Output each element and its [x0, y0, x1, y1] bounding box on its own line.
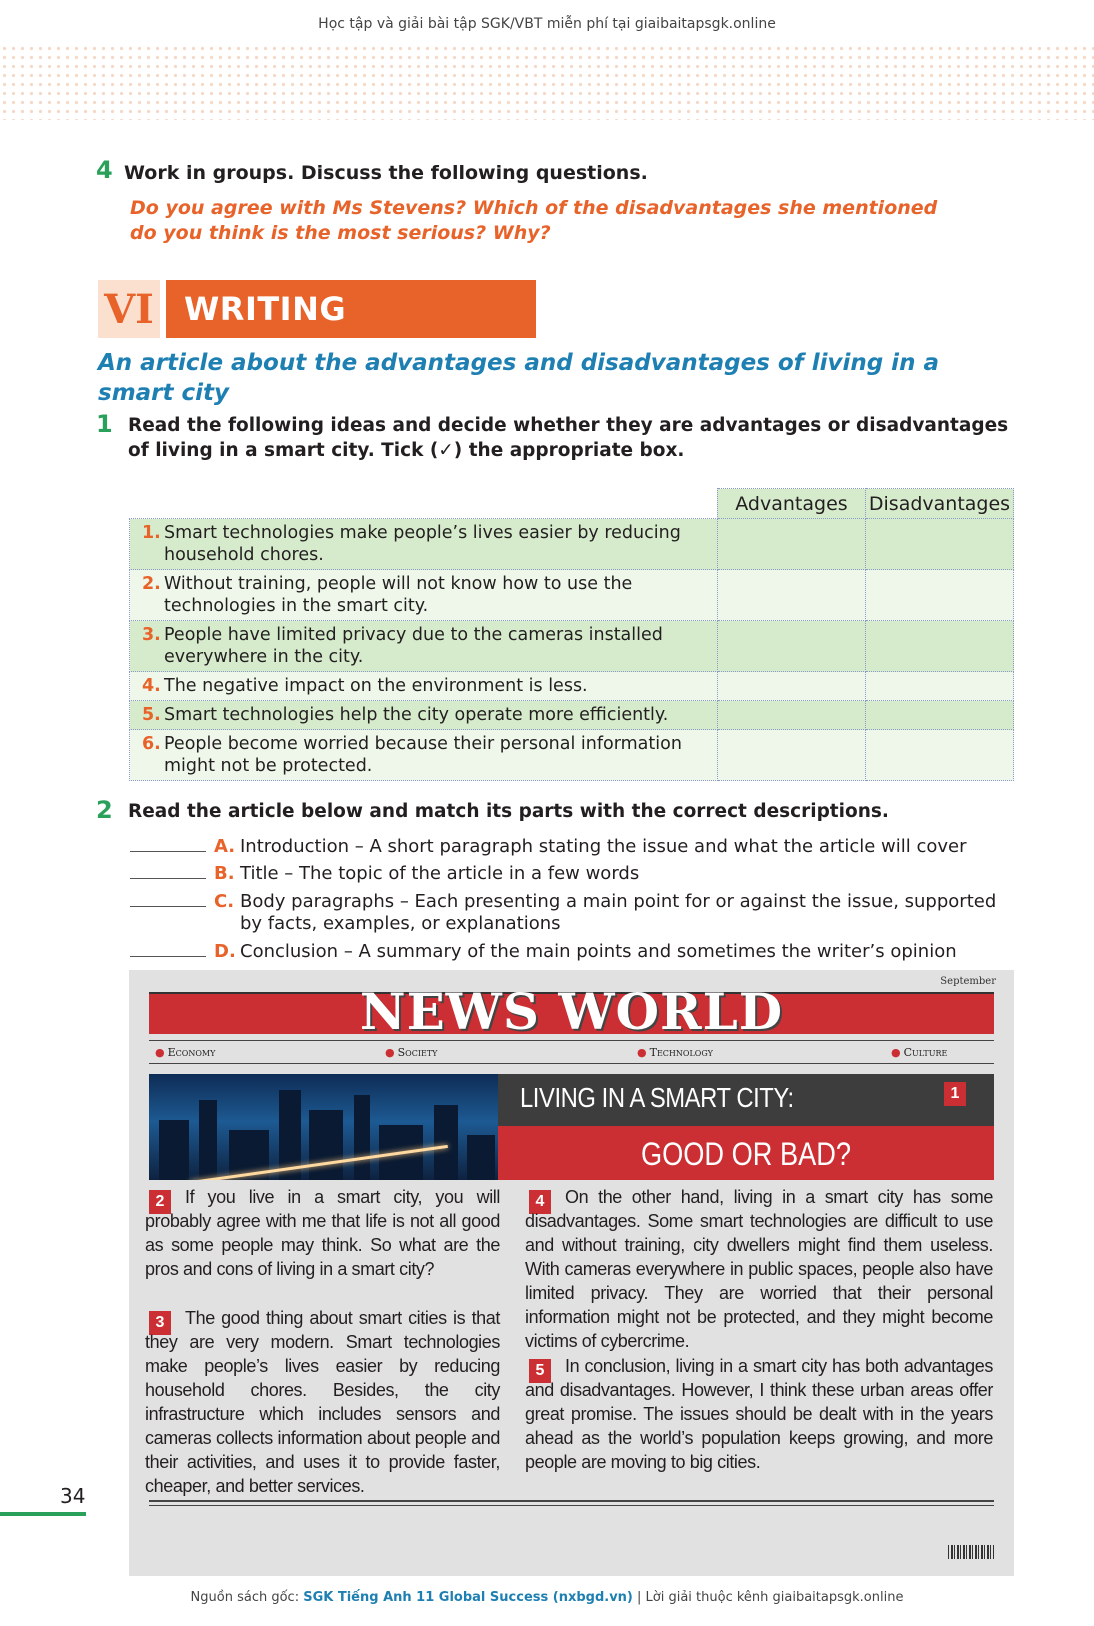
disadvantage-tick-box[interactable]: [865, 701, 1013, 730]
exercise-2-number: 2: [96, 796, 113, 824]
writing-subtitle: An article about the advantages and disadvantages of living in a smart city: [98, 350, 939, 406]
disadvantage-tick-box[interactable]: [865, 519, 1013, 570]
masthead-title: NEWS WORLD: [359, 982, 784, 1041]
paragraph-5-text: In conclusion, living in a smart city has both advantages and disadvantages. However, I think these urban areas offer great promise. The issues should be dealt with in the years ahead as the world’s population keeps growing, and more people are moving to big cities.: [525, 1356, 993, 1472]
footer-prefix: Nguồn sách gốc:: [190, 1590, 304, 1605]
exercise-1-number: 1: [96, 410, 113, 438]
table-row: [130, 701, 1014, 730]
footer-rule: [149, 1500, 994, 1502]
disadvantage-tick-box[interactable]: [865, 621, 1013, 672]
part-number-1: 1: [944, 1082, 966, 1106]
newspaper-month: September: [940, 976, 996, 987]
idea-text: People become worried because their personal information might not be protected.: [164, 734, 682, 776]
masthead: [149, 982, 994, 1041]
ideas-table: [129, 488, 1014, 781]
answer-blank[interactable]: [130, 863, 206, 879]
paragraph-4-text: On the other hand, living in a smart city has some disadvantages. Some smart technologies are difficult to use and without training, city dwellers might find them useless. With cameras everywhere in public spaces, people also have limited privacy. They are worried that their personal information might not be protected, and they might become victims of cybercrime.: [525, 1187, 993, 1351]
exercise-4-question-line2: do you think is the most serious? Why?: [130, 222, 551, 244]
match-item-c: [130, 891, 1010, 935]
answer-blank[interactable]: [130, 891, 206, 907]
category-economy: ● Economy: [155, 1046, 215, 1059]
footer-source-link[interactable]: SGK Tiếng Anh 11 Global Success (nxbgd.vn): [303, 1590, 633, 1605]
column-disadvantages: Disadvantages: [865, 489, 1013, 519]
disadvantage-tick-box[interactable]: [865, 570, 1013, 621]
match-item-d: [130, 941, 1010, 963]
dotted-header-band: [0, 44, 1094, 120]
paragraph-5: [525, 1354, 993, 1474]
match-letter: A.: [214, 836, 236, 857]
barcode-icon: [948, 1545, 994, 1559]
exercise-4-number: 4: [96, 156, 113, 184]
table-row: [130, 730, 1014, 781]
advantage-tick-box[interactable]: [717, 621, 865, 672]
category-culture: ● Culture: [891, 1046, 947, 1059]
match-text: Body paragraphs – Each presenting a main point for or against the issue, supported by facts, examples, or explanations: [240, 891, 997, 934]
top-credit: Học tập và giải bài tập SGK/VBT miễn phí tại giaibaitapsgk.online: [318, 16, 776, 32]
exercise-4-question-line1: Do you agree with Ms Stevens? Which of the disadvantages she mentioned: [130, 197, 938, 219]
idea-number: 5.: [142, 705, 161, 725]
match-letter: D.: [214, 941, 236, 962]
exercise-2-title: Read the article below and match its parts with the correct descriptions.: [128, 801, 889, 822]
headline-line1: LIVING IN A SMART CITY:: [520, 1082, 794, 1113]
section-title: WRITING: [166, 280, 536, 338]
table-row: [130, 570, 1014, 621]
section-numeral: VI: [98, 280, 160, 338]
match-text: Conclusion – A summary of the main points and sometimes the writer’s opinion: [240, 941, 957, 962]
answer-blank[interactable]: [130, 836, 206, 852]
match-item-b: [130, 863, 1010, 885]
part-number-2: 2: [149, 1190, 171, 1214]
idea-number: 3.: [142, 625, 161, 645]
idea-text: Smart technologies help the city operate more efficiently.: [164, 705, 669, 725]
category-society: ● Society: [385, 1046, 437, 1059]
idea-number: 2.: [142, 574, 161, 594]
column-advantages: Advantages: [717, 489, 865, 519]
table-row: [130, 672, 1014, 701]
exercise-4-title: Work in groups. Discuss the following questions.: [124, 162, 648, 184]
advantage-tick-box[interactable]: [717, 519, 865, 570]
part-number-4: 4: [529, 1190, 551, 1214]
page-number-underline: [0, 1512, 86, 1516]
idea-number: 1.: [142, 523, 161, 543]
paragraph-4: [525, 1185, 993, 1353]
headline-bottom: [498, 1126, 994, 1180]
idea-text: People have limited privacy due to the cameras installed everywhere in the city.: [164, 625, 663, 667]
paragraph-3-text: The good thing about smart cities is that they are very modern. Smart technologies make people’s lives easier by reducing household chores. Besides, the city infrastructure which includes sensors and cameras collects information about people and their activities, and uses it to provide faster, cheaper, and better services.: [145, 1308, 500, 1496]
paragraph-3: [145, 1306, 500, 1498]
answer-blank[interactable]: [130, 941, 206, 957]
advantage-tick-box[interactable]: [717, 570, 865, 621]
advantage-tick-box[interactable]: [717, 672, 865, 701]
idea-text: Smart technologies make people’s lives easier by reducing household chores.: [164, 523, 681, 565]
idea-text: The negative impact on the environment is less.: [164, 676, 588, 696]
match-text: Introduction – A short paragraph stating the issue and what the article will cover: [240, 836, 967, 857]
table-row: [130, 519, 1014, 570]
match-letter: C.: [214, 891, 235, 912]
match-item-a: [130, 836, 1010, 858]
match-letter: B.: [214, 863, 235, 884]
exercise-1-title-line2: of living in a smart city. Tick (✓) the appropriate box.: [128, 440, 685, 461]
idea-number: 6.: [142, 734, 161, 754]
headline-line2: GOOD OR BAD?: [640, 1136, 852, 1172]
footer-suffix: | Lời giải thuộc kênh giaibaitapsgk.online: [632, 1590, 904, 1605]
headline-top: [498, 1074, 994, 1126]
table-corner: [130, 489, 718, 519]
idea-number: 4.: [142, 676, 161, 696]
disadvantage-tick-box[interactable]: [865, 730, 1013, 781]
advantage-tick-box[interactable]: [717, 701, 865, 730]
smart-city-photo: [149, 1074, 498, 1180]
part-number-5: 5: [529, 1359, 551, 1383]
page-number: 34: [60, 1484, 86, 1508]
exercise-1-title-line1: Read the following ideas and decide whether they are advantages or disadvantages: [128, 415, 1009, 436]
idea-text: Without training, people will not know how to use the technologies in the smart city.: [164, 574, 633, 616]
category-technology: ● Technology: [637, 1046, 713, 1059]
newspaper-article: [129, 970, 1014, 1576]
advantage-tick-box[interactable]: [717, 730, 865, 781]
match-text: Title – The topic of the article in a few words: [240, 863, 640, 884]
part-number-3: 3: [149, 1311, 171, 1335]
category-bar: [149, 1040, 994, 1064]
disadvantage-tick-box[interactable]: [865, 672, 1013, 701]
paragraph-2-text: If you live in a smart city, you will probably agree with me that life is not all good as some people may think. So what are the pros and cons of living in a smart city?: [145, 1187, 500, 1279]
table-row: [130, 621, 1014, 672]
paragraph-2: [145, 1185, 500, 1281]
bottom-credit: [0, 1590, 1094, 1605]
footer-rule-thin: [149, 1505, 994, 1506]
